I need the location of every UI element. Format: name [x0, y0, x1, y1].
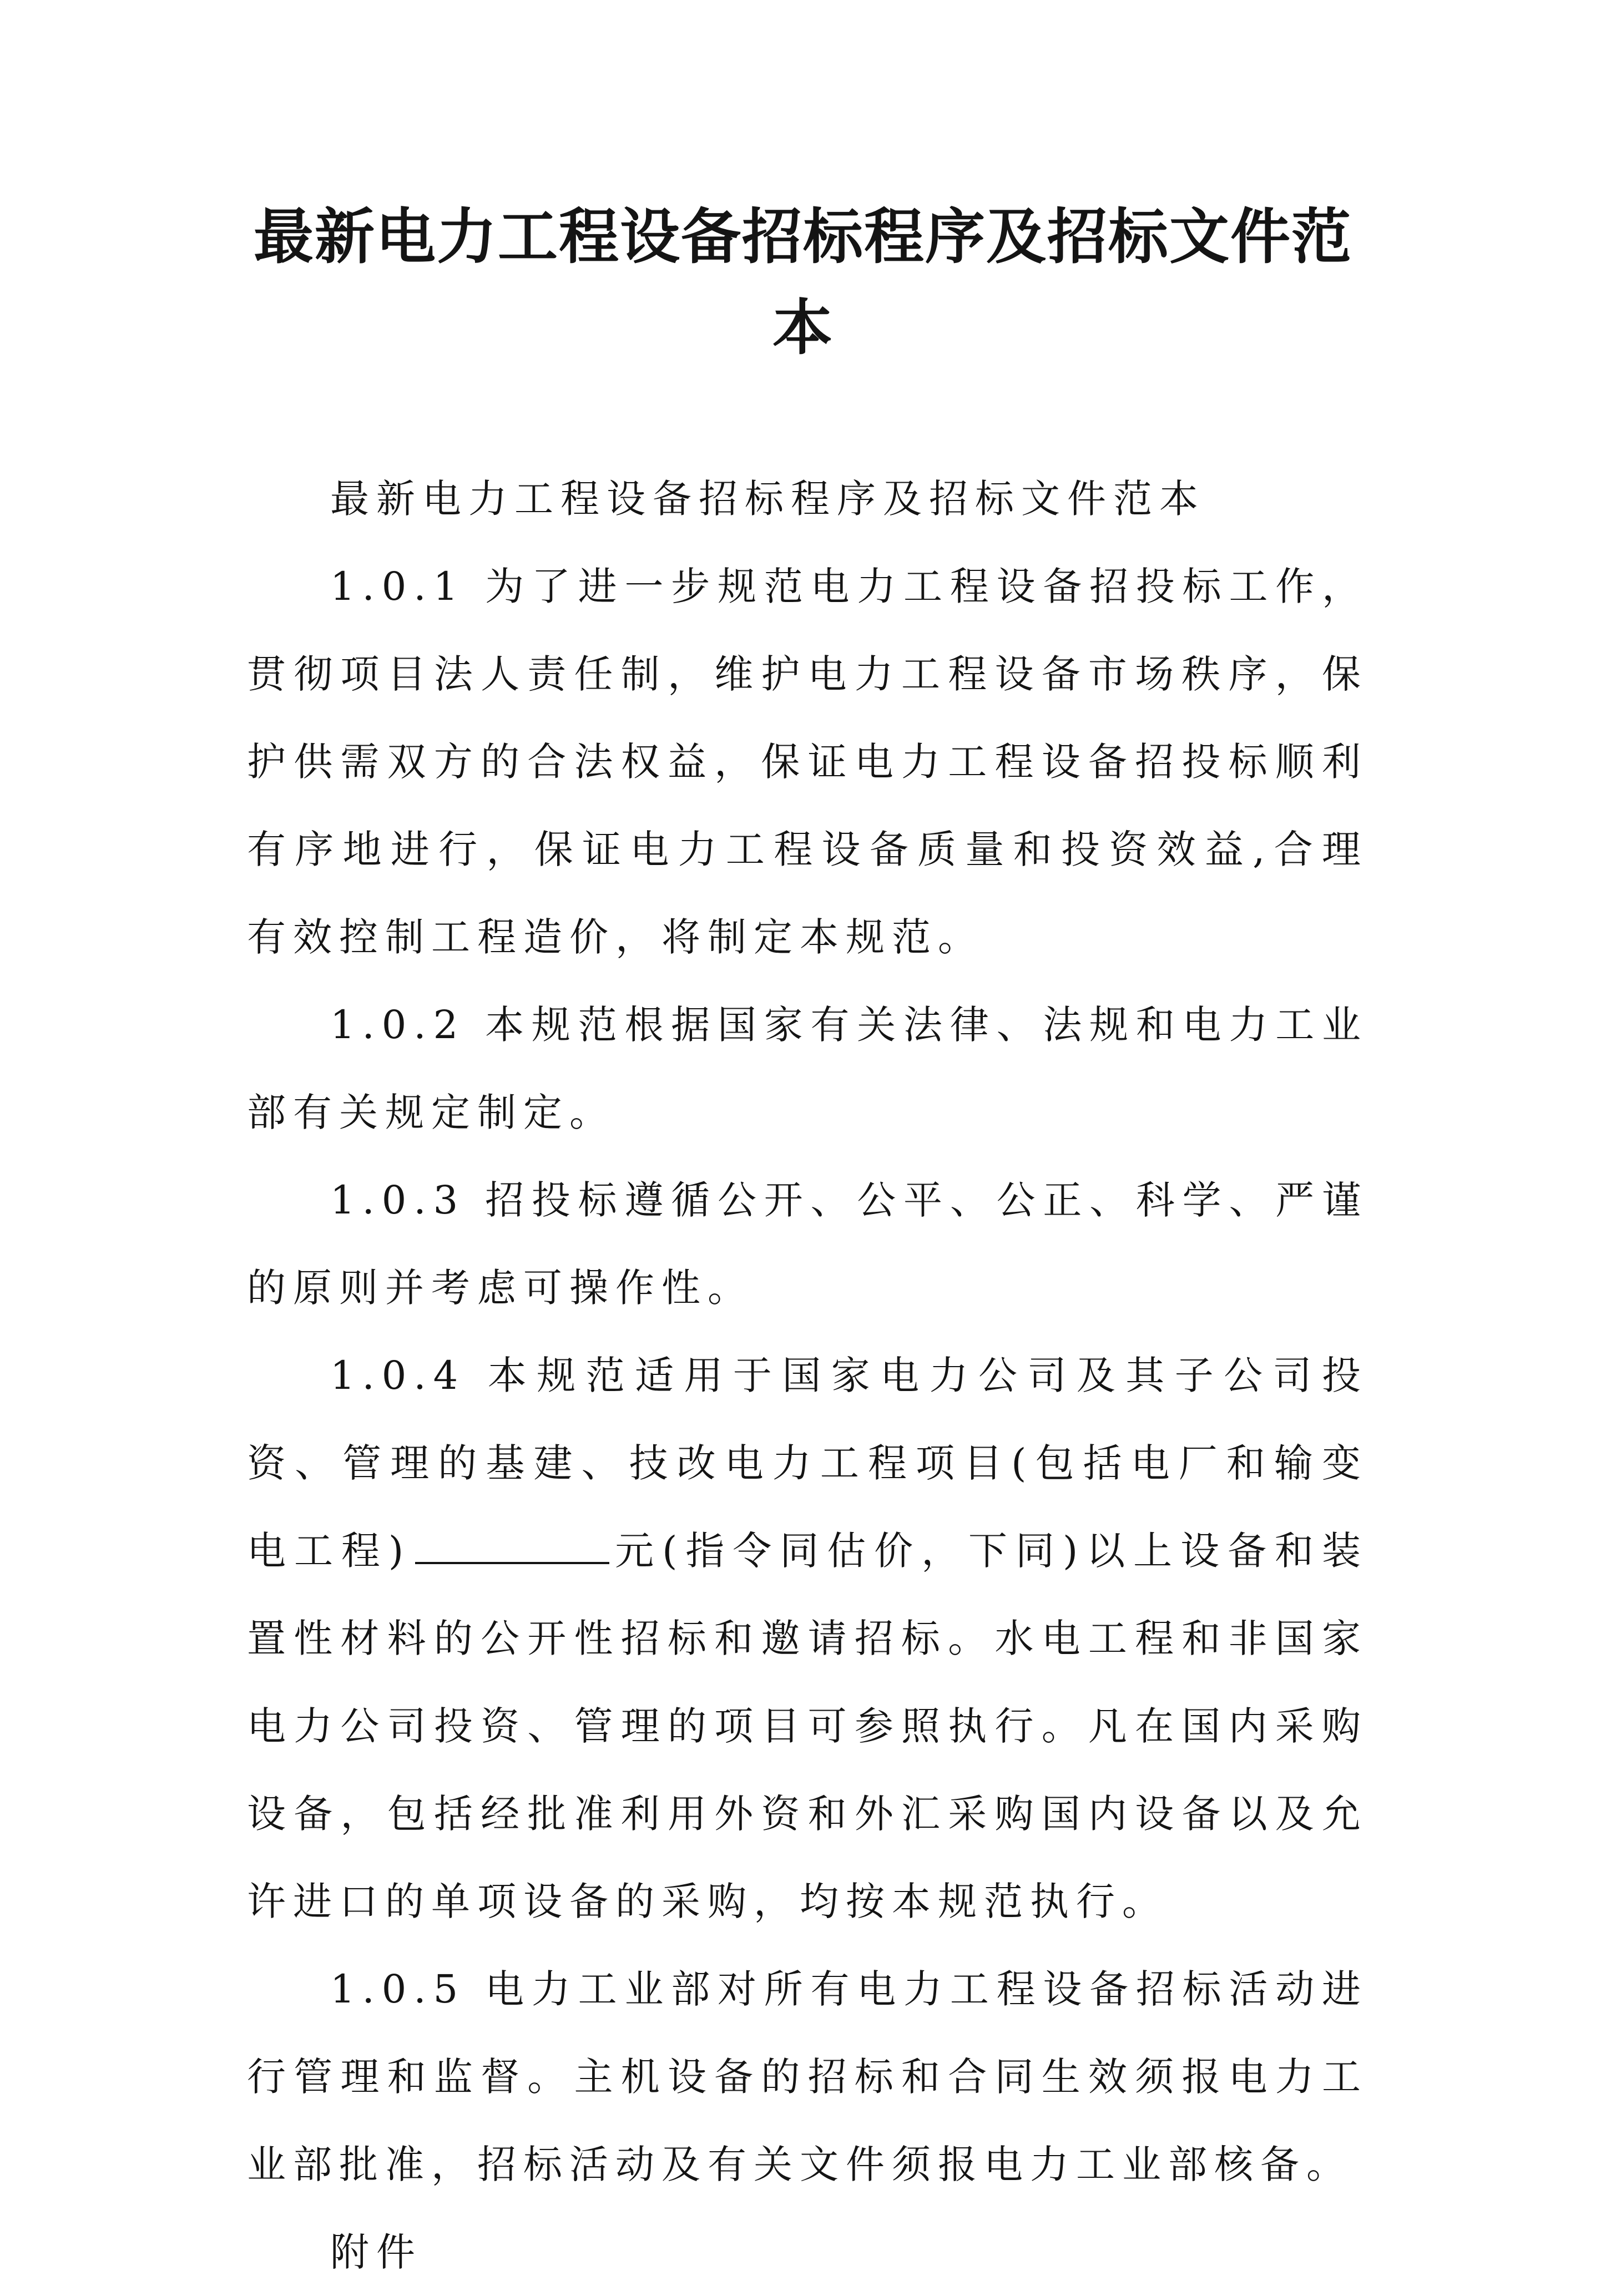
document-title-line-2: 本 [772, 293, 834, 363]
paragraph-1-0-5: 1.0.5 电力工业部对所有电力工程设备招标活动进行管理和监督。主机设备的招标和合同生效须报电力工业部批准，招标活动及有关文件须报电力工业部核备。 [247, 1966, 1368, 2187]
paragraph-1-0-4 [247, 1332, 1368, 1945]
document-subtitle: 最新电力工程设备招标程序及招标文件范本 [330, 476, 1205, 522]
paragraph-1-0-4-part-2: 元(指令同估价，下同)以上设备和装置性材料的公开性招标和邀请招标。水电工程和非国家电力公司投资、管理的项目可参照执行。凡在国内采购设备，包括经批准利用外资和外汇采购国内设备以及允许进口的单项设备的采购，均按本规范执行。 [247, 1528, 1368, 1924]
paragraph-1-0-4-part-1: 1.0.4 本规范适用于国家电力公司及其子公司投资、管理的基建、技改电力工程项目(包括电厂和输变电工程) [247, 1353, 1368, 1574]
paragraph-1-0-2: 1.0.2 本规范根据国家有关法律、法规和电力工业部有关规定制定。 [247, 1002, 1368, 1135]
attachment-label: 附件 [330, 2229, 422, 2275]
document-body [247, 455, 1368, 2296]
amount-blank-underline [415, 1530, 609, 1564]
document-title-line-1: 最新电力工程设备招标程序及招标文件范 [253, 202, 1352, 272]
paragraph-1-0-3: 1.0.3 招投标遵循公开、公平、公正、科学、严谨的原则并考虑可操作性。 [247, 1177, 1368, 1311]
document-title [166, 191, 1440, 373]
paragraph-1-0-1: 1.0.1 为了进一步规范电力工程设备招投标工作，贯彻项目法人责任制，维护电力工程设备市场秩序，保护供需双方的合法权益，保证电力工程设备招投标顺利有序地进行，保证电力工程设备质量和投资效益,合理有效控制工程造价，将制定本规范。 [247, 564, 1368, 960]
